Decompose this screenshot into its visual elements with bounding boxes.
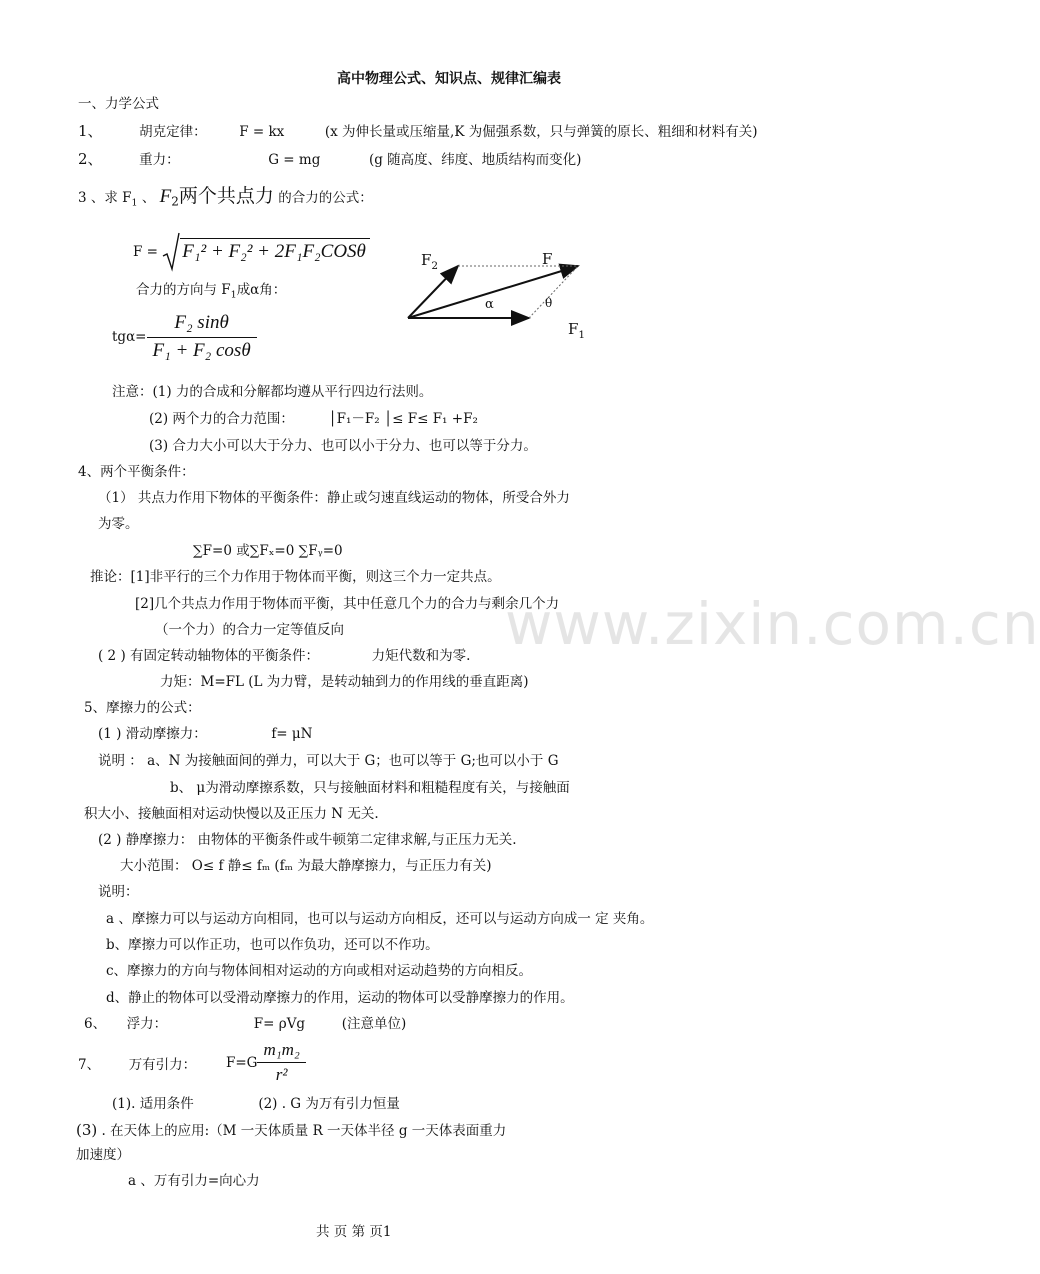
label-f2 <box>421 251 438 273</box>
item3-big: 两个共点力 <box>178 185 274 207</box>
gravitation-numerator: m₁m₂ <box>257 1040 305 1063</box>
item4-heading: 4、两个平衡条件： <box>78 464 195 480</box>
item3-sep: 、 <box>141 190 156 206</box>
sqrt-sign-icon <box>162 232 180 272</box>
item5-p1-formula: f= μN <box>271 726 313 742</box>
item7-name: 万有引力： <box>128 1057 197 1073</box>
item4-moment: 力矩：M=FL (L 为力臂，是转动轴到力的作用线的垂直距离) <box>160 674 529 690</box>
item7-num: 7、 <box>78 1057 101 1073</box>
item2-note: (g 随高度、纬度、地质结构而变化) <box>368 152 582 168</box>
item7-c1: (1). 适用条件 <box>112 1096 194 1112</box>
item5-explain-a: 说明 ： a、N 为接触面间的弹力，可以大于 G；也可以等于 G;也可以小于 G <box>98 753 559 769</box>
item1-num: 1、 <box>78 122 103 140</box>
item5-heading: 5、摩擦力的公式： <box>84 700 201 716</box>
item1-note: (x 为伸长量或压缩量,K 为倔强系数，只与弹簧的原长、粗细和材料有关) <box>324 124 758 140</box>
item2-num: 2、 <box>78 150 103 168</box>
label-f1-sub: 1 <box>578 329 586 341</box>
item4-p2 <box>98 648 470 664</box>
item5-b: b、摩擦力可以作正功，也可以作负功，还可以不作功。 <box>106 937 439 953</box>
item3-prefix: 3 、求 F <box>78 190 132 206</box>
note-2-label: (2) 两个力的合力范围： <box>149 411 294 427</box>
item4-corollary-1: 推论：[1]非平行的三个力作用于物体而平衡，则这三个力一定共点。 <box>90 569 501 585</box>
item7-application-b: 加速度） <box>76 1147 130 1163</box>
item3-sub1: 1 <box>131 197 138 209</box>
item7-c3-text: . 在天体上的应用:（M 一天体质量 R 一天体半径 g 一天体表面重力 <box>101 1123 507 1139</box>
label-alpha: α <box>485 297 494 312</box>
formula-rhs: F₁² + F₂² + 2F₁F₂COSθ <box>180 238 370 262</box>
note-3: (3) 合力大小可以大于分力、也可以小于分力、也可以等于分力。 <box>149 438 537 454</box>
label-f1 <box>568 320 585 342</box>
label-f1-letter: F <box>568 320 579 338</box>
item5-p1 <box>98 726 313 742</box>
item6-num: 6、 <box>84 1016 107 1032</box>
label-f2-sub: 2 <box>431 260 439 272</box>
item7-application <box>76 1121 506 1139</box>
item7-c2: (2) . G 为万有引力恒量 <box>258 1096 400 1112</box>
item5-p1-label: (1 ) 滑动摩擦力： <box>98 726 207 742</box>
formula-lhs: F = <box>133 243 158 260</box>
item4-p2-tail: 力矩代数和为零. <box>371 648 471 664</box>
tg-fraction <box>147 312 257 363</box>
direction-tail: 成α角： <box>236 282 287 298</box>
gravitation-lhs: F=G <box>226 1054 258 1071</box>
item4-p1: （1） 共点力作用下物体的平衡条件：静止或匀速直线运动的物体，所受合外力 <box>98 490 570 506</box>
section-heading: 一、力学公式 <box>78 96 159 112</box>
note-2 <box>149 411 478 427</box>
gravitation-fraction <box>257 1040 305 1086</box>
item6-row <box>84 1016 406 1032</box>
item3-f2sub: 2 <box>171 194 179 209</box>
tg-numerator: F₂ sinθ <box>147 312 257 338</box>
label-f2-letter: F <box>421 251 432 269</box>
note-2-range: │F₁－F₂ │≤ F≤ F₁ +F₂ <box>328 411 478 427</box>
gravitation-formula <box>226 1040 306 1086</box>
item7-a: a 、万有引力=向心力 <box>128 1173 260 1189</box>
item6-name: 浮力： <box>126 1016 168 1032</box>
direction-label: 合力的方向与 F <box>136 282 231 298</box>
item4-equation: ∑F=0 或∑Fₓ=0 ∑Fᵧ=0 <box>193 543 343 559</box>
item3-tail: 的合力的公式： <box>278 190 373 206</box>
tg-denominator: F₁ + F₂ cosθ <box>152 339 251 361</box>
item1-row <box>78 122 758 140</box>
item5-d: d、静止的物体可以受滑动摩擦力的作用，运动的物体可以受静摩擦力的作用。 <box>106 990 574 1006</box>
item5-explain-b2: 积大小、接触面相对运动快慢以及正压力 N 无关. <box>84 806 379 822</box>
item5-a: a 、摩擦力可以与运动方向相同，也可以与运动方向相反，还可以与运动方向成一 定 夹角。 <box>106 911 654 927</box>
item4-corollary-3: （一个力）的合力一定等值反向 <box>155 622 344 638</box>
item1-name: 胡克定律： <box>139 124 207 140</box>
tangent-formula <box>112 312 257 363</box>
direction-text <box>136 282 286 301</box>
gravitation-denominator: r² <box>275 1065 288 1085</box>
item4-corollary-2: [2]几个共点力作用于物体而平衡，其中任意几个力的合力与剩余几个力 <box>135 596 560 612</box>
item2-formula: G = mg <box>268 152 321 168</box>
item7-c3-num: (3) <box>76 1121 98 1139</box>
watermark: www.zixin.com.cn <box>505 590 1040 658</box>
item3-heading <box>78 185 373 209</box>
label-theta: θ <box>545 296 553 310</box>
item7-conditions <box>112 1096 400 1112</box>
item1-formula: F = kx <box>239 124 285 140</box>
item4-p1b: 为零。 <box>98 516 139 532</box>
item5-explain-label: 说明： <box>98 884 139 900</box>
item5-p2: (2 ) 静摩擦力： 由物体的平衡条件或牛顿第二定律求解,与正压力无关. <box>98 832 517 848</box>
resultant-formula <box>133 232 370 272</box>
note-1: 注意：(1) 力的合成和分解都均遵从平行四边行法则。 <box>112 384 433 400</box>
label-f: F <box>542 250 553 268</box>
item5-explain-b: b、 μ为滑动摩擦系数，只与接触面材料和粗糙程度有关，与接触面 <box>170 780 570 796</box>
item4-p2-label: ( 2 ) 有固定转动轴物体的平衡条件： <box>98 648 319 664</box>
item5-c: c、摩擦力的方向与物体间相对运动的方向或相对运动趋势的方向相反。 <box>106 963 533 979</box>
item5-range: 大小范围： O≤ f 静≤ fₘ (fₘ 为最大静摩擦力，与正压力有关) <box>120 858 492 874</box>
item2-row <box>78 150 581 168</box>
item6-formula: F= ρVg <box>253 1016 306 1032</box>
tg-label: tgα= <box>112 329 147 346</box>
direction-sub: 1 <box>230 289 237 301</box>
item6-note: (注意单位) <box>341 1016 407 1032</box>
page-title: 高中物理公式、知识点、规律汇编表 <box>337 71 561 87</box>
item7-row <box>78 1057 196 1073</box>
item2-name: 重力： <box>139 152 180 168</box>
page-footer: 共 页 第 页1 <box>316 1224 392 1240</box>
item3-f2: F <box>159 186 172 207</box>
